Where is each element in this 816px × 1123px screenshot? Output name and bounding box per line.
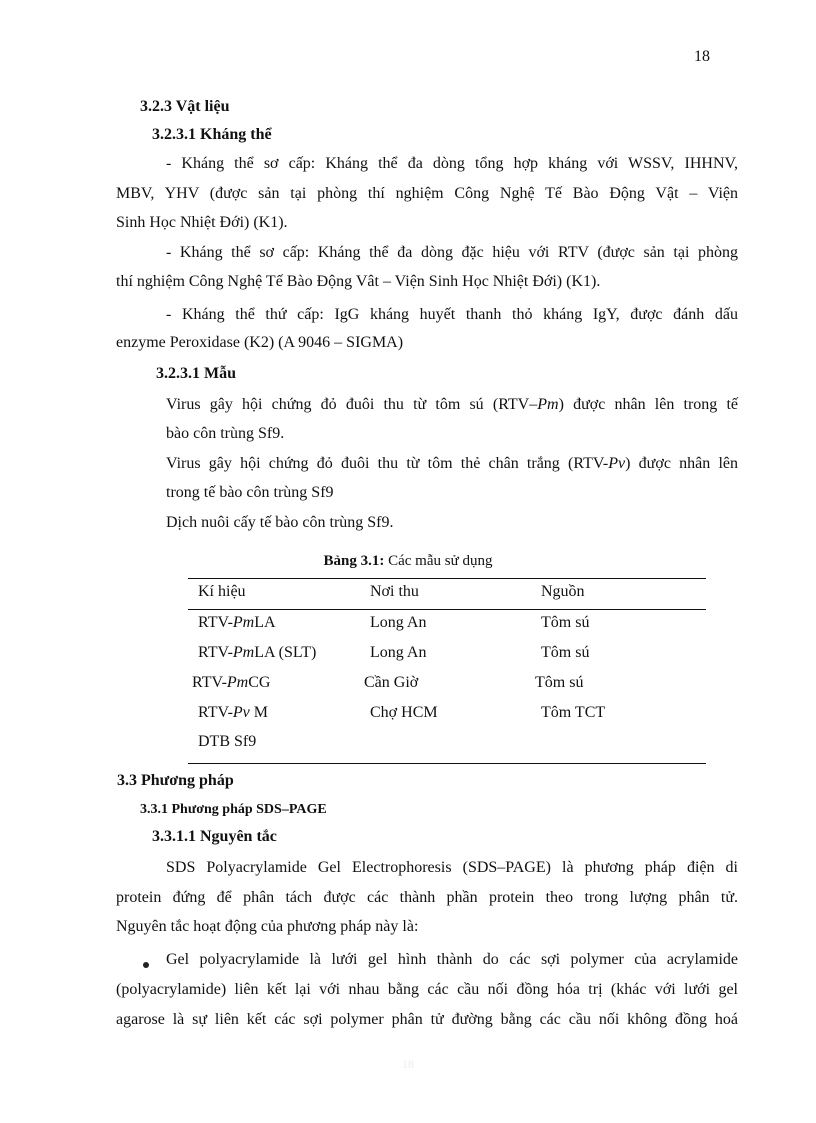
sample-line: bào côn trùng Sf9.: [166, 425, 285, 442]
bullet-line: agarose là sự liên kết các sợi polymer phân tử đường bằng các cầu nối không đồng hoá: [116, 1011, 738, 1028]
table-cell-place: Long An: [370, 614, 427, 631]
page-number: 18: [694, 48, 710, 65]
section-heading-3-3-1: 3.3.1 Phương pháp SDS–PAGE: [140, 802, 327, 817]
sample-line: Virus gây hội chứng đỏ đuôi thu từ tôm sú (RTV–Pm) được nhân lên trong tế: [166, 396, 739, 413]
table-header-cell: Nơi thu: [370, 583, 419, 600]
paragraph-line: - Kháng thể thứ cấp: IgG kháng huyết thanh thỏ kháng IgY, được đánh dấu: [166, 306, 738, 323]
table-cell-symbol: RTV-Pv M: [198, 704, 269, 721]
table-caption: Bảng 3.1: Các mẫu sử dụng: [323, 553, 493, 569]
table-cell-source: Tôm sú: [535, 674, 584, 691]
section-heading-3-2-3: 3.2.3 Vật liệu: [140, 98, 230, 115]
paragraph-line: Sinh Học Nhiệt Đới) (K1).: [116, 214, 288, 231]
table-cell-symbol: RTV-PmLA (SLT): [198, 644, 317, 661]
table-cell-place: Long An: [370, 644, 427, 661]
table-header-rule: [188, 609, 706, 610]
faint-page-number: 18: [402, 1057, 414, 1071]
paragraph-line: - Kháng thể sơ cấp: Kháng thể đa dòng tổng hợp kháng với WSSV, IHHNV,: [166, 155, 738, 172]
table-top-rule: [188, 578, 706, 579]
paragraph-line: Nguyên tắc hoạt động của phương pháp này là:: [116, 918, 419, 935]
bullet-icon: [143, 962, 149, 968]
paragraph-line: protein đứng để phân tách được các thành phần protein theo trong lượng phân tử.: [116, 889, 738, 906]
sample-line: trong tế bào côn trùng Sf9: [166, 484, 334, 501]
table-cell-place: Chợ HCM: [370, 704, 438, 721]
table-cell-symbol: RTV-PmCG: [192, 674, 271, 691]
table-cell-symbol: RTV-PmLA: [198, 614, 276, 631]
table-cell-place: Cần Giờ: [364, 674, 419, 691]
section-heading-3-2-3-1-samples: 3.2.3.1 Mẫu: [156, 365, 236, 382]
table-header-cell: Kí hiệu: [198, 583, 246, 600]
table-header-cell: Nguồn: [541, 583, 585, 600]
bullet-line: Gel polyacrylamide là lưới gel hình thành do các sợi polymer của acrylamide: [166, 951, 738, 968]
paragraph-line: SDS Polyacrylamide Gel Electrophoresis (SDS–PAGE) là phương pháp điện di: [166, 859, 738, 876]
bullet-line: (polyacrylamide) liên kết lại với nhau bằng các cầu nối đồng hóa trị (khác với lưới gel: [116, 981, 738, 998]
sample-line: Virus gây hội chứng đỏ đuôi thu từ tôm thẻ chân trắng (RTV-Pv) được nhân lên: [166, 455, 738, 472]
section-heading-3-2-3-1-antibody: 3.2.3.1 Kháng thể: [152, 126, 272, 143]
section-heading-3-3-1-1: 3.3.1.1 Nguyên tắc: [152, 828, 277, 845]
section-heading-3-3: 3.3 Phương pháp: [117, 772, 234, 789]
table-cell-source: Tôm TCT: [541, 704, 606, 721]
paragraph-line: enzyme Peroxidase (K2) (A 9046 – SIGMA): [116, 334, 404, 351]
paragraph-line: - Kháng thể sơ cấp: Kháng thể đa dòng đặc hiệu với RTV (được sản tại phòng: [166, 244, 738, 261]
table-bottom-rule: [188, 763, 706, 764]
table-cell-symbol: DTB Sf9: [198, 733, 257, 750]
table-cell-source: Tôm sú: [541, 644, 590, 661]
table-cell-source: Tôm sú: [541, 614, 590, 631]
paragraph-line: MBV, YHV (được sản tại phòng thí nghiệm Công Nghệ Tế Bào Động Vật – Viện: [116, 185, 738, 202]
paragraph-line: thí nghiệm Công Nghệ Tế Bào Động Vât – Viện Sinh Học Nhiệt Đới) (K1).: [116, 273, 601, 290]
sample-line: Dịch nuôi cấy tế bào côn trùng Sf9.: [166, 514, 394, 531]
